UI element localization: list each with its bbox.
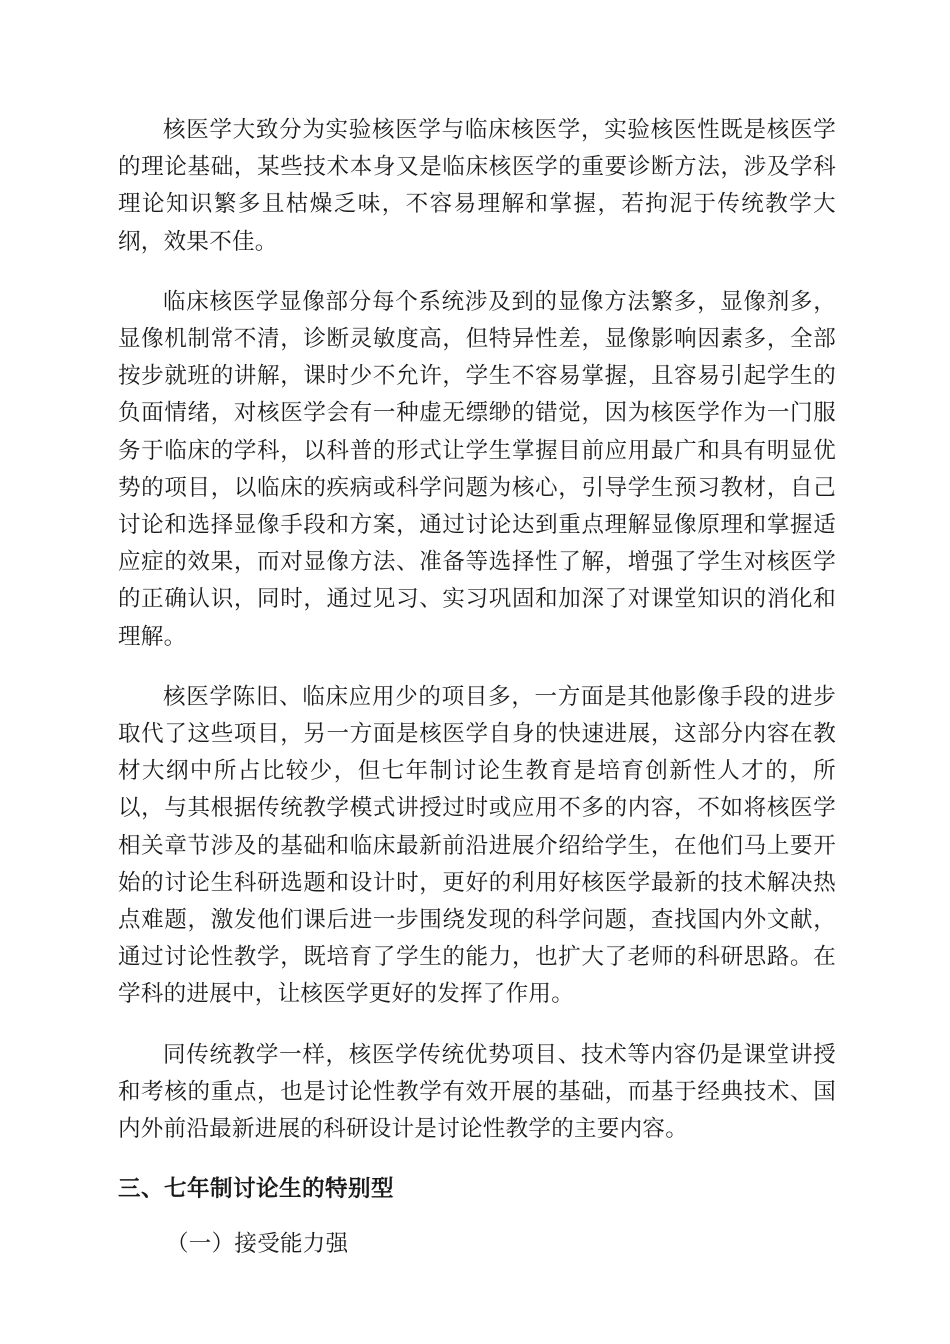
paragraph-outdated-projects: 核医学陈旧、临床应用少的项目多，一方面是其他影像手段的进步取代了这些项目，另一方面是核医学自身的快速进展，这部分内容在教材大纲中所占比较少，但七年制讨论生教育是培育创新性人才的，所以，与其根据传统教学模式讲授过时或应用不多的内容，不如将核医学相关章节涉及的基础和临床最新前沿进展介绍给学生，在他们马上要开始的讨论生科研选题和设计时，更好的利用好核医学最新的技术解决热点难题，激发他们课后进一步围绕发现的科学问题，查找国内外文献，通过讨论性教学，既培育了学生的能力，也扩大了老师的科研思路。在学科的进展中，让核医学更好的发挥了作用。 xyxy=(118,683,836,1008)
sub-heading: （一）接受能力强 xyxy=(166,1231,349,1258)
section-heading: 三、七年制讨论生的特别型 xyxy=(118,1176,395,1203)
paragraph-traditional-teaching: 同传统教学一样，核医学传统优势项目、技术等内容仍是课堂讲授和考核的重点，也是讨论性教学有效开展的基础，而基于经典技术、国内外前沿最新进展的科研设计是讨论性教学的主要内容。 xyxy=(118,1041,836,1143)
document-body xyxy=(118,112,836,1263)
paragraph-experimental-nuclear-medicine: 核医学大致分为实验核医学与临床核医学，实验核医性既是核医学的理论基础，某些技术本身又是临床核医学的重要诊断方法，涉及学科理论知识繁多且枯燥乏味，不容易理解和掌握，若拘泥于传统教学大纲，效果不佳。 xyxy=(118,117,836,255)
paragraph-clinical-imaging: 临床核医学显像部分每个系统涉及到的显像方法繁多，显像剂多，显像机制常不清，诊断灵敏度高，但特异性差，显像影响因素多，全部按步就班的讲解，课时少不允许，学生不容易掌握，且容易引起学生的负面情绪，对核医学会有一种虚无缥缈的错觉，因为核医学作为一门服务于临床的学科，以科普的形式让学生掌握目前应用最广和具有明显优势的项目，以临床的疾病或科学问题为核心，引导学生预习教材，自己讨论和选择显像手段和方案，通过讨论达到重点理解显像原理和掌握适应症的效果，而对显像方法、准备等选择性了解，增强了学生对核医学的正确认识，同时，通过见习、实习巩固和加深了对课堂知识的消化和理解。 xyxy=(118,288,836,650)
